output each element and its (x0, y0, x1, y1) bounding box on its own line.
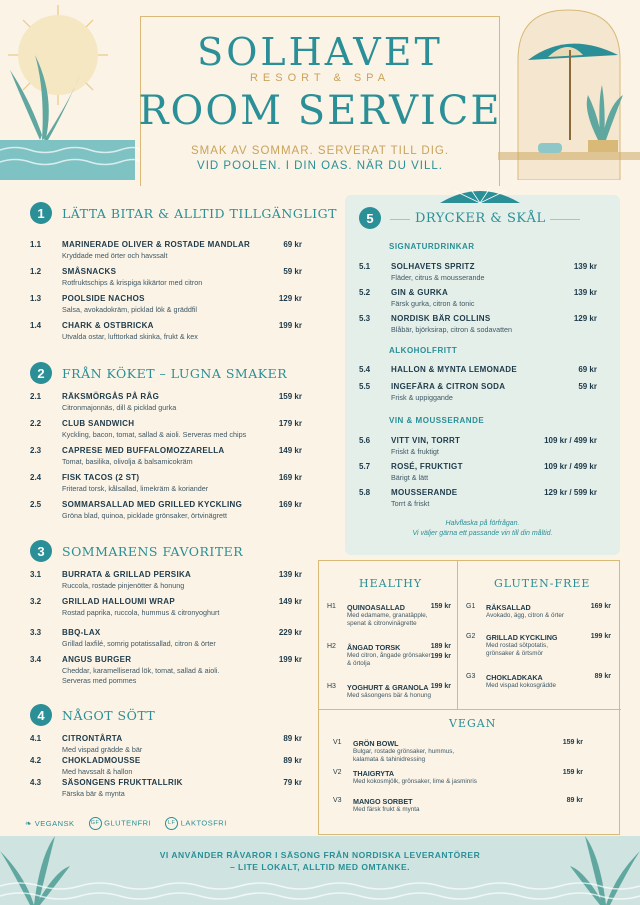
signature-label: SIGNATURDRINKAR (389, 242, 475, 251)
menu-item (30, 778, 302, 802)
menu-item (30, 419, 302, 443)
drink-item (359, 382, 597, 406)
legend-lactose-free: LAKTOSFRI (180, 817, 227, 827)
item-number: 3.1 (30, 570, 42, 579)
footer-line-2: – LITE LOKALT, ALLTID MED OMTANKE. (229, 862, 411, 872)
tagline-1: SMAK AV SOMMAR. SERVERAT TILL DIG. (190, 145, 450, 157)
item-name: NORDISK BÄR COLLINS (391, 314, 491, 323)
item-name: SMÅSNACKS (62, 267, 117, 276)
drink-item (359, 288, 597, 312)
item-name: CHOKLADMOUSSE (62, 756, 141, 765)
item-description: Kyckling, bacon, tomat, sallad & aioli. Serveras med chips (62, 430, 247, 439)
item-description: Med kokosmjölk, grönsaker, lime & jasminris (353, 778, 477, 785)
gf-badge-icon: GF (89, 817, 102, 830)
menu-header (0, 0, 640, 192)
menu-item (30, 597, 302, 621)
item-price: 149 kr (278, 446, 302, 455)
item-number: 5.1 (359, 262, 371, 271)
drink-item (359, 462, 597, 486)
menu-item (30, 734, 302, 758)
page-title: ROOM SERVICE (138, 88, 502, 134)
item-price: 199 kr (590, 633, 611, 640)
footer (0, 836, 640, 905)
item-number: H3 (327, 683, 336, 690)
item-description: Fläder, citrus & mousserande (391, 273, 485, 282)
item-price: 159 kr (278, 392, 302, 401)
section-number: 4 (30, 704, 52, 726)
section-number: 1 (30, 202, 52, 224)
item-number: G1 (466, 603, 476, 610)
item-price: 159 kr (430, 603, 451, 610)
item-price: 139 kr (278, 570, 302, 579)
menu-item (30, 267, 302, 291)
item-name: RÄKSMÖRGÅS PÅ RÅG (62, 392, 160, 401)
item-name: INGEFÄRA & CITRON SODA (391, 382, 506, 391)
drinks-title: DRYCKER & SKÅL (415, 211, 546, 226)
tagline-2: VID POOLEN. I DIN OAS. NÄR DU VILL. (197, 160, 443, 172)
section-header (30, 704, 155, 726)
item-number: G3 (466, 673, 476, 680)
diet-item (327, 643, 451, 671)
item-number: 5.3 (359, 314, 371, 323)
item-description: Rotfruktschips & krispiga kikärtor med citron (62, 278, 203, 287)
item-name: CAPRESE MED BUFFALOMOZZARELLA (62, 446, 225, 455)
item-description: Rostad paprika, ruccola, hummus & citronyoghurt (62, 608, 220, 617)
item-description: Med färsk frukt & mynta (353, 806, 420, 813)
diet-item (327, 683, 451, 711)
section-number: 2 (30, 362, 52, 384)
item-number: H1 (327, 603, 336, 610)
item-name: YOGHURT & GRANOLA (347, 683, 429, 692)
item-price: 79 kr (283, 778, 302, 787)
item-price: 159 kr (562, 739, 583, 746)
drinks-note-2: Vi väljer gärna ett passande vin till din måltid. (412, 530, 553, 537)
item-name: CLUB SANDWICH (62, 419, 135, 428)
item-description: Cheddar, karamelliserad lök, tomat, sallad & aioli. (62, 666, 220, 675)
drinks-panel (345, 195, 620, 555)
item-name: SOMMARSALLAD MED GRILLED KYCKLING (62, 500, 243, 509)
item-price-2: 199 kr (430, 653, 451, 660)
item-number: 1.4 (30, 321, 42, 330)
section-header (30, 540, 243, 562)
legend-gluten-free: GLUTENFRI (104, 817, 152, 827)
item-price: 229 kr (278, 628, 302, 637)
item-price: 129 kr / 599 kr (544, 488, 597, 497)
section-title: FRÅN KÖKET – LUGNA SMAKER (62, 365, 288, 381)
item-description: Salsa, avokadokräm, picklad lök & gräddfil (62, 305, 198, 314)
menu-item (30, 570, 302, 594)
item-description-2: grönsaker & örtsmör (486, 650, 544, 657)
item-number: 2.2 (30, 419, 42, 428)
item-price: 169 kr (278, 473, 302, 482)
section-title: SOMMARENS FAVORITER (62, 543, 244, 559)
diet-panel (318, 560, 620, 835)
item-number: 2.5 (30, 500, 42, 509)
item-number: H2 (327, 643, 336, 650)
item-description: Frisk & uppiggande (391, 393, 453, 402)
item-price: 129 kr (573, 314, 597, 323)
item-name: POOLSIDE NACHOS (62, 294, 145, 303)
item-name: ANGUS BURGER (62, 655, 132, 664)
section-title: LÄTTA BITAR & ALLTID TILLGÄNGLIGT (62, 205, 337, 221)
item-description: Med vispad kokosgrädde (486, 682, 557, 689)
item-description-2: kalamata & tahinidressing (353, 756, 426, 763)
diet-item (333, 769, 583, 797)
item-name: MOUSSERANDE (391, 488, 458, 497)
item-description: Med edamame, granatäpple, (347, 612, 428, 619)
item-name: CITRONTÅRTA (62, 734, 123, 743)
menu-item (30, 628, 302, 652)
item-price: 149 kr (278, 597, 302, 606)
footer-line-1: VI ANVÄNDER RÅVAROR I SÄSONG FRÅN NORDISKA LEVERANTÖRER (159, 850, 481, 860)
item-description-2: spenat & citronvinägrette (347, 620, 417, 627)
item-name: SOLHAVETS SPRITZ (391, 262, 475, 271)
item-description-2: Serveras med pommes (62, 676, 137, 685)
item-name: MANGO SORBET (353, 797, 413, 806)
item-number: 2.1 (30, 392, 42, 401)
item-name: RÄKSALLAD (486, 603, 531, 612)
item-name: THAIGRYTA (353, 769, 395, 778)
item-name: GRILLAD KYCKLING (486, 633, 558, 642)
diet-item (466, 633, 611, 661)
brand-subtitle: RESORT & SPA (249, 72, 391, 84)
item-price: 169 kr (590, 603, 611, 610)
item-description: Med havssalt & hallon (62, 767, 133, 776)
item-description: Bärigt & lätt (391, 473, 429, 482)
item-description: Utvalda ostar, lufttorkad skinka, frukt & kex (62, 332, 198, 341)
item-description: Med rostad sötpotatis, (486, 642, 548, 649)
item-number: 1.2 (30, 267, 42, 276)
item-price: 89 kr (283, 734, 302, 743)
item-name: BBQ-LAX (62, 628, 101, 637)
item-name: CHOKLADKAKA (486, 673, 543, 682)
item-number: 3.3 (30, 628, 42, 637)
item-price: 109 kr / 499 kr (544, 436, 597, 445)
item-number: 2.4 (30, 473, 42, 482)
item-number: 5.4 (359, 365, 371, 374)
item-number: 5.8 (359, 488, 371, 497)
item-price: 59 kr (283, 267, 302, 276)
menu-item (30, 294, 302, 318)
item-price: 89 kr (594, 673, 611, 680)
item-name: CHARK & OSTBRICKA (62, 321, 154, 330)
item-number: 4.2 (30, 756, 42, 765)
item-number: 1.3 (30, 294, 42, 303)
section-number: 5 (359, 207, 381, 229)
vegan-title: VEGAN (449, 717, 497, 730)
item-name: ÅNGAD TORSK (347, 643, 401, 652)
item-price: 59 kr (578, 382, 597, 391)
diet-item (327, 603, 451, 631)
healthy-title: HEALTHY (359, 577, 423, 590)
item-description: Kryddade med örter och havssalt (62, 251, 168, 260)
section-title: NÅGOT SÖTT (62, 707, 156, 723)
alcohol-free-label: ALKOHOLFRITT (389, 346, 458, 355)
item-name: MARINERADE OLIVER & ROSTADE MANDLAR (62, 240, 251, 249)
menu-item (30, 321, 302, 345)
drink-item (359, 436, 597, 460)
wave-icon (0, 876, 640, 905)
item-price: 69 kr (578, 365, 597, 374)
item-name: HALLON & MYNTA LEMONADE (391, 365, 518, 374)
diet-item (333, 797, 583, 825)
item-name: QUINOASALLAD (347, 603, 405, 612)
drinks-header (359, 207, 381, 229)
item-name: GIN & GURKA (391, 288, 449, 297)
item-name: GRÖN BOWL (353, 739, 399, 748)
item-name: FISK TACOS (2 ST) (62, 473, 140, 482)
item-price: 199 kr (278, 655, 302, 664)
item-number: 4.1 (30, 734, 42, 743)
menu-item (30, 392, 302, 416)
item-price: 89 kr (283, 756, 302, 765)
drink-item (359, 488, 597, 512)
item-number: 1.1 (30, 240, 42, 249)
section-header (30, 362, 287, 384)
item-number: V3 (333, 797, 342, 804)
section-header (30, 202, 337, 224)
item-description: Friskt & fruktigt (391, 447, 439, 456)
item-price: 199 kr (430, 683, 451, 690)
item-number: 5.6 (359, 436, 371, 445)
item-number: V1 (333, 739, 342, 746)
item-number: 5.5 (359, 382, 371, 391)
drink-item (359, 262, 597, 286)
item-price: 189 kr (430, 643, 451, 650)
item-number: 5.7 (359, 462, 371, 471)
item-number: 3.4 (30, 655, 42, 664)
item-description: Gröna blad, quinoa, picklade grönsaker, örtvinägrett (62, 511, 228, 520)
item-name: GRILLAD HALLOUMI WRAP (62, 597, 175, 606)
item-price: 139 kr (573, 262, 597, 271)
item-price: 199 kr (278, 321, 302, 330)
drinks-note-1: Halvflaska på förfrågan. (445, 520, 520, 527)
item-price: 179 kr (278, 419, 302, 428)
fan-ornament-icon (435, 185, 525, 203)
item-price: 159 kr (562, 769, 583, 776)
gluten-free-title: GLUTEN-FREE (494, 577, 591, 590)
item-description: Avokado, ägg, citron & örter (486, 612, 564, 619)
item-name: SÄSONGENS FRUKTTALLRIK (62, 778, 183, 787)
menu-item (30, 240, 302, 264)
item-description-2: & örtolja (347, 660, 371, 667)
item-number: G2 (466, 633, 476, 640)
menu-item (30, 655, 302, 685)
item-price: 129 kr (278, 294, 302, 303)
brand-name: SOLHAVET (197, 30, 443, 74)
item-description: Tomat, basilika, olivolja & balsamicokräm (62, 457, 193, 466)
item-number: 2.3 (30, 446, 42, 455)
item-description: Med säsongens bär & honung (347, 692, 432, 699)
menu-item (30, 473, 302, 497)
item-price: 89 kr (566, 797, 583, 804)
item-name: VITT VIN, TORRT (391, 436, 461, 445)
item-description: Grillad laxfilé, somrig potatissallad, citron & örter (62, 639, 216, 648)
diet-item (466, 673, 611, 701)
menu-item (30, 756, 302, 780)
leaf-icon: ❧ (25, 818, 33, 828)
item-price: 169 kr (278, 500, 302, 509)
menu-item (30, 500, 302, 524)
legend-vegan: VEGANSK (34, 818, 75, 828)
item-description: Bulgar, rostade grönsaker, hummus, (353, 748, 455, 755)
item-description: Färska bär & mynta (62, 789, 125, 798)
item-name: BURRATA & GRILLAD PERSIKA (62, 570, 192, 579)
item-name: ROSÉ, FRUKTIGT (391, 462, 463, 471)
item-description: Färsk gurka, citron & tonic (391, 299, 475, 308)
item-price: 109 kr / 499 kr (544, 462, 597, 471)
item-description: Torrt & friskt (391, 499, 430, 508)
drink-item (359, 314, 597, 338)
item-number: 3.2 (30, 597, 42, 606)
item-description: Ruccola, rostade pinjenötter & honung (62, 581, 185, 590)
item-number: V2 (333, 769, 342, 776)
item-description: Friterad torsk, kålsallad, limekräm & koriander (62, 484, 209, 493)
lf-badge-icon: LF (165, 817, 178, 830)
section-number: 3 (30, 540, 52, 562)
wine-label: VIN & MOUSSERANDE (389, 416, 485, 425)
item-number: 4.3 (30, 778, 42, 787)
menu-item (30, 446, 302, 470)
item-number: 5.2 (359, 288, 371, 297)
item-description: Blåbär, björksirap, citron & sodavatten (391, 325, 513, 334)
item-description: Med vispad grädde & bär (62, 745, 143, 754)
item-price: 139 kr (573, 288, 597, 297)
item-description: Citronmajonnäs, dill & picklad gurka (62, 403, 177, 412)
diet-item (466, 603, 611, 631)
item-description: Med citron, ångade grönsaker (347, 652, 431, 659)
diet-item (333, 739, 583, 767)
item-price: 69 kr (283, 240, 302, 249)
